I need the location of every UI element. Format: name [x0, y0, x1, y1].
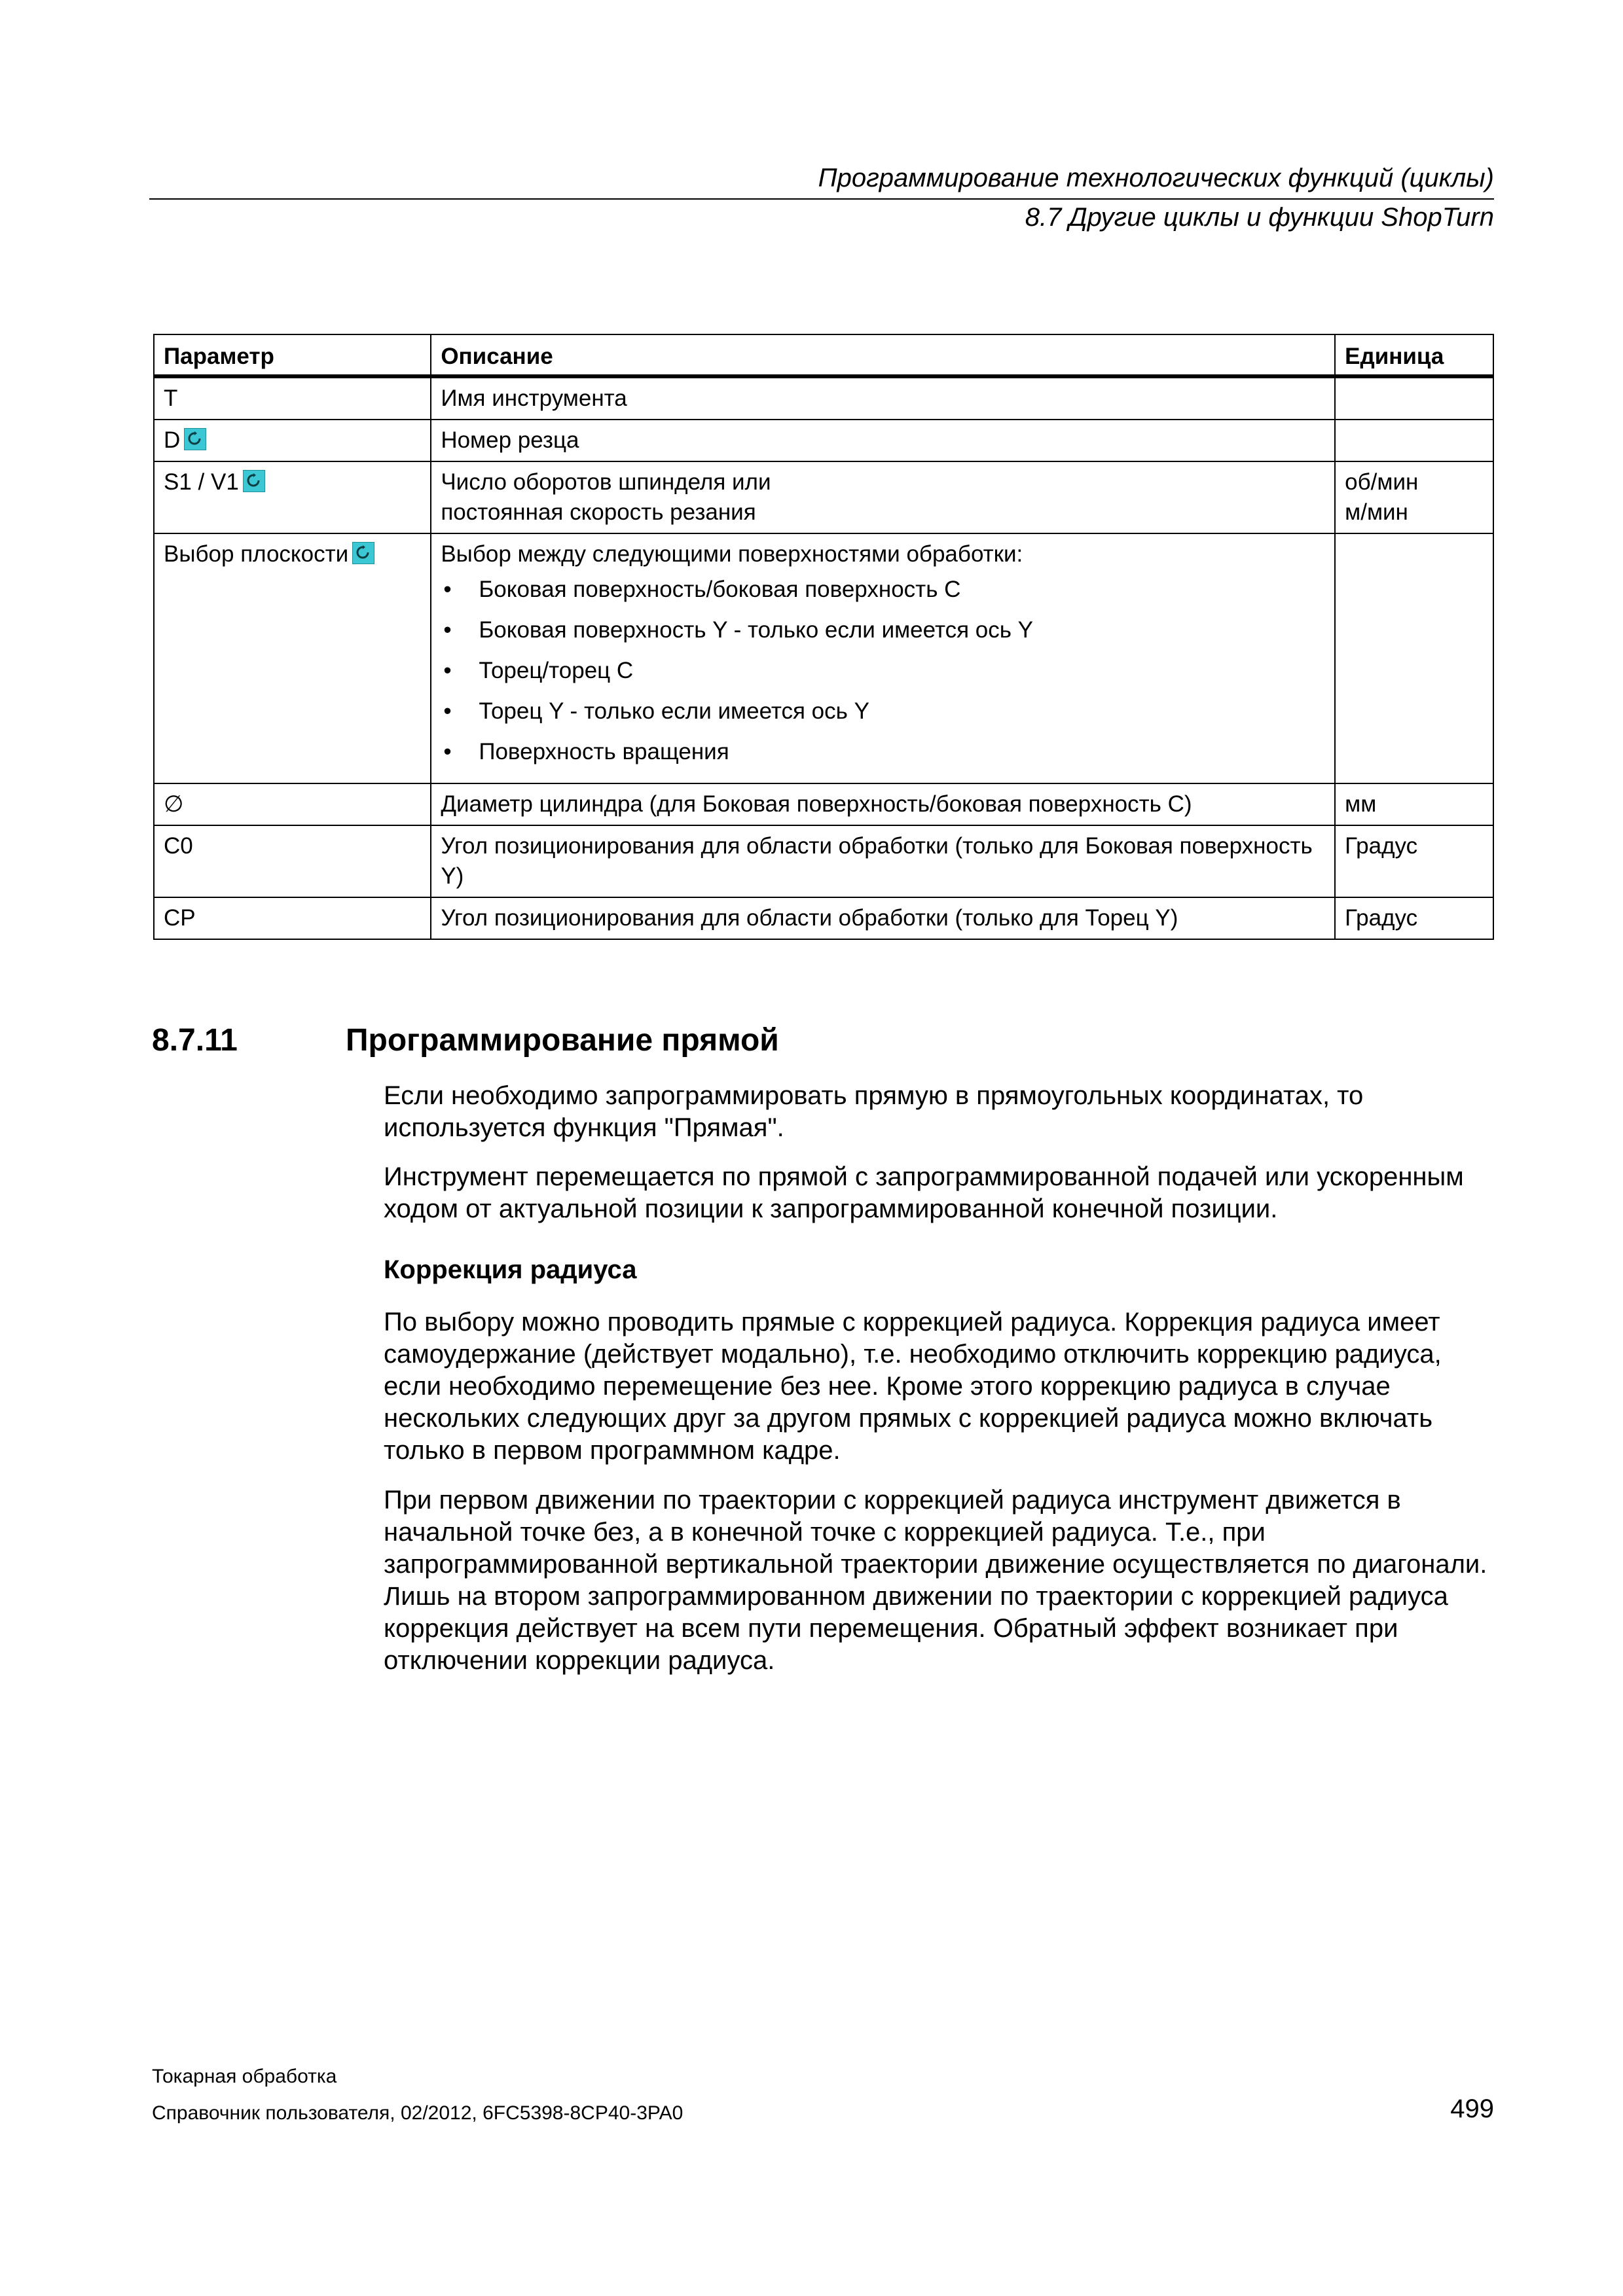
- table-header-row: [154, 334, 1493, 376]
- table-row: [154, 461, 1493, 533]
- param-cell: [154, 533, 431, 783]
- param-cell: T: [154, 376, 431, 420]
- desc-cell: [431, 461, 1335, 533]
- desc-cell: Угол позиционирования для области обработки (только для Боковая поверхность Y): [431, 825, 1335, 897]
- param-cell: CP: [154, 897, 431, 939]
- header-rule: [149, 198, 1494, 200]
- list-item: • Торец Y - только если имеется ось Y: [441, 696, 1325, 726]
- unit-cell: [1335, 461, 1493, 533]
- table-row: [154, 825, 1493, 897]
- section-number: 8.7.11: [152, 1023, 238, 1058]
- desc-cell: Диаметр цилиндра (для Боковая поверхность/боковая поверхность C): [431, 783, 1335, 825]
- desc-intro: Выбор между следующими поверхностями обработки:: [441, 541, 1023, 567]
- param-cell: ∅: [154, 783, 431, 825]
- subheading: Коррекция радиуса: [384, 1255, 637, 1284]
- desc-line: постоянная скорость резания: [441, 499, 756, 525]
- table-row: [154, 783, 1493, 825]
- unit-cell: [1335, 420, 1493, 461]
- list-item: • Боковая поверхность/боковая поверхность C: [441, 575, 1325, 605]
- paragraph: По выбору можно проводить прямые с коррекцией радиуса. Коррекция радиуса имеет самоудержание (действует модально), т.е. необходимо отключить коррекцию радиуса, если необходимо перемещение без нее. Кроме этого коррекцию радиуса в случае нескольких следующих друг за другом прямых с коррекцией радиуса можно включать только в первом программном кадре.: [384, 1308, 1442, 1465]
- param-cell: [154, 420, 431, 461]
- toggle-icon: [184, 428, 206, 450]
- unit-cell: [1335, 533, 1493, 783]
- unit-cell: мм: [1335, 783, 1493, 825]
- column-header-parameter: Параметр: [154, 334, 431, 376]
- table-row: [154, 897, 1493, 939]
- toggle-icon: [352, 542, 374, 564]
- column-header-unit: Единица: [1335, 334, 1493, 376]
- option-list: [441, 575, 1325, 767]
- unit-cell: Градус: [1335, 825, 1493, 897]
- footer-document-info: Справочник пользователя, 02/2012, 6FC5398-8CP40-3PA0: [152, 2102, 684, 2124]
- column-header-description: Описание: [431, 334, 1335, 376]
- page-number: 499: [1450, 2094, 1494, 2123]
- unit-cell: Градус: [1335, 897, 1493, 939]
- parameter-table: [153, 334, 1494, 940]
- desc-cell: Имя инструмента: [431, 376, 1335, 420]
- list-item: • Поверхность вращения: [441, 737, 1325, 767]
- paragraph: Если необходимо запрограммировать прямую в прямоугольных координатах, то используется функция "Прямая".: [384, 1081, 1364, 1142]
- param-label: S1 / V1: [164, 469, 239, 495]
- toggle-icon: [243, 470, 265, 492]
- unit-line: об/мин: [1345, 469, 1419, 495]
- paragraph: При первом движении по траектории с коррекцией радиуса инструмент движется в начальной точке без, а в конечной точке с коррекцией радиуса. Т.е., при запрограммированной вертикальной траектории движение осуществляется по диагонали. Лишь на втором запрограммированном движении по траектории с коррекцией радиуса коррекция действует на всем пути перемещения. Обратный эффект возникает при отключении коррекции радиуса.: [384, 1486, 1487, 1675]
- param-label: D: [164, 427, 181, 453]
- list-item: • Боковая поверхность Y - только если имеется ось Y: [441, 615, 1325, 645]
- desc-line: Число оборотов шпинделя или: [441, 469, 771, 495]
- param-label: Выбор плоскости: [164, 541, 349, 567]
- desc-cell: [431, 533, 1335, 783]
- running-header-section: 8.7 Другие циклы и функции ShopTurn: [1025, 203, 1494, 232]
- desc-cell: Угол позиционирования для области обработки (только для Торец Y): [431, 897, 1335, 939]
- table-row: [154, 533, 1493, 783]
- footer-product: Токарная обработка: [152, 2066, 337, 2087]
- unit-cell: [1335, 376, 1493, 420]
- running-header-title: Программирование технологических функций (циклы): [818, 164, 1494, 192]
- unit-line: м/мин: [1345, 499, 1408, 525]
- list-item: • Торец/торец C: [441, 656, 1325, 686]
- param-cell: [154, 461, 431, 533]
- desc-cell: Номер резца: [431, 420, 1335, 461]
- table-row: [154, 420, 1493, 461]
- section-title: Программирование прямой: [346, 1023, 779, 1058]
- paragraph: Инструмент перемещается по прямой с запрограммированной подачей или ускоренным ходом от актуальной позиции к запрограммированной конечной позиции.: [384, 1162, 1464, 1223]
- table-row: [154, 376, 1493, 420]
- param-cell: C0: [154, 825, 431, 897]
